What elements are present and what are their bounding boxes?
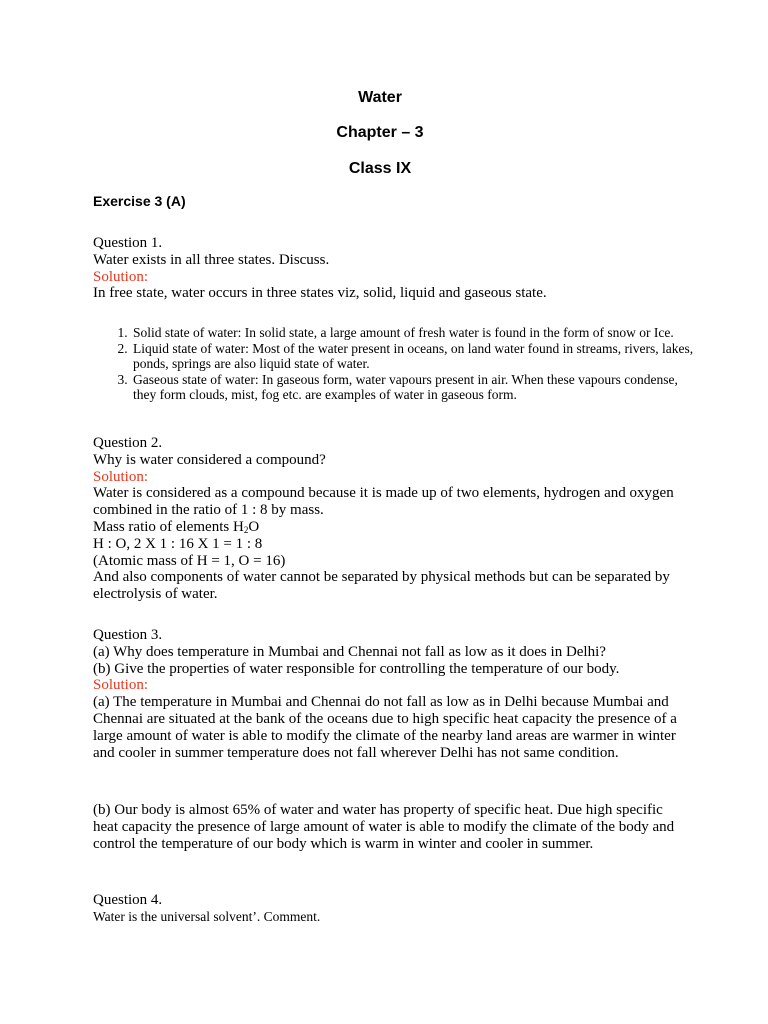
states-list [93, 325, 701, 403]
question-3-label: Question 3. [93, 627, 163, 643]
question-4 [93, 892, 683, 926]
subscript-2: 2 [243, 524, 249, 535]
solution-label: Solution: [93, 468, 149, 485]
question-2-label: Question 2. [93, 435, 163, 451]
question-1 [93, 235, 683, 302]
class-heading: Class IX [348, 160, 412, 177]
question-3 [93, 627, 683, 761]
list-item: 3. Gaseous state of water: In gaseous form, water vapours present in air. When these vapours condense, they form clouds, mist, fog etc. are examples of water in gaseous form. [131, 372, 701, 403]
question-3-part-a: (a) Why does temperature in Mumbai and Chennai not fall as low as it does in Delhi? [93, 643, 606, 660]
list-item: 1. Solid state of water: In solid state, a large amount of fresh water is found in the form of snow or Ice. [131, 325, 701, 341]
question-3-solution-b [93, 802, 683, 852]
question-1-intro: In free state, water occurs in three states viz, solid, liquid and gaseous state. [93, 285, 547, 302]
exercise-heading: Exercise 3 (A) [93, 193, 186, 209]
list-item: 2. Liquid state of water: Most of the water present in oceans, on land water found in streams, rivers, lakes, ponds, springs are also liquid state of water. [131, 341, 701, 372]
question-4-text: Water is the universal solvent’. Comment. [93, 908, 321, 924]
question-4-label: Question 4. [93, 892, 163, 908]
mass-ratio-line [93, 519, 683, 536]
mass-ratio-prefix: Mass ratio of elements H [93, 518, 244, 535]
atomic-mass-note: (Atomic mass of H = 1, O = 16) [93, 552, 286, 569]
chapter-heading: Chapter – 3 [336, 124, 424, 141]
mass-ratio-suffix: O [248, 518, 260, 535]
solution-part-a: (a) The temperature in Mumbai and Chennai do not fall as low as in Delhi because Mumbai and Chennai are situated at the bank of the oceans due to high specific heat capacity the presence of a large amount of water is able to modify the climate of the nearby land areas are warmer in winter and cooler in summer temperature does not fall wherever Delhi has not same condition. [93, 694, 677, 761]
solution-label: Solution: [93, 268, 149, 285]
question-2 [93, 435, 683, 603]
question-2-text: Why is water considered a compound? [93, 451, 326, 468]
ratio-calculation: H : O, 2 X 1 : 16 X 1 = 1 : 8 [93, 535, 263, 552]
question-1-text: Water exists in all three states. Discuss. [93, 251, 330, 268]
solution-part-b: (b) Our body is almost 65% of water and water has property of specific heat. Due high specific heat capacity the presence of large amount of water is able to modify the climate of the body and control the temperature of our body which is warm in winter and cooler in summer. [93, 802, 675, 852]
question-3-part-b: (b) Give the properties of water responsible for controlling the temperature of our body. [93, 660, 620, 677]
question-1-label: Question 1. [93, 235, 163, 251]
document-title: Water [358, 89, 402, 106]
solution-label: Solution: [93, 677, 149, 694]
solution-text: Water is considered as a compound because it is made up of two elements, hydrogen and oxygen combined in the ratio of 1 : 8 by mass. [93, 485, 674, 519]
solution-text: And also components of water cannot be separated by physical methods but can be separated by electrolysis of water. [93, 569, 670, 603]
